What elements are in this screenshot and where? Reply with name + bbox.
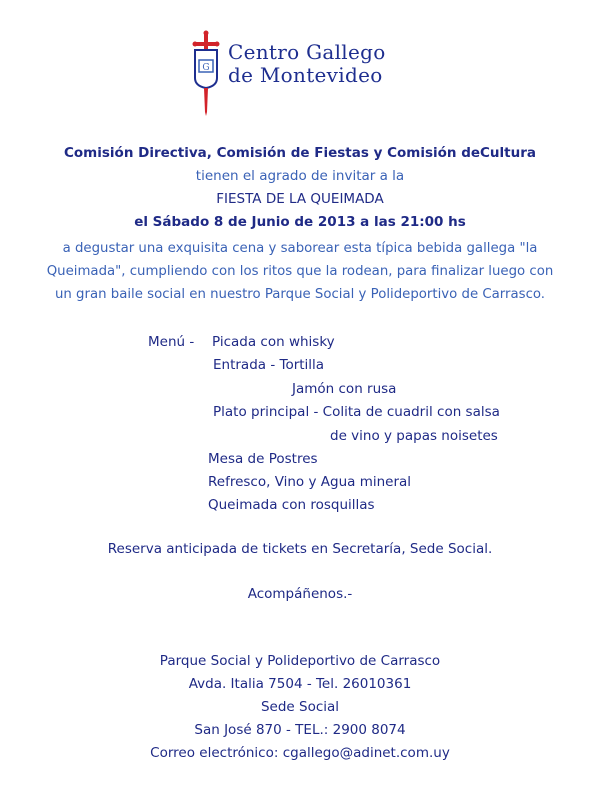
logo: [186, 30, 386, 120]
event-date: el Sábado 8 de Junio de 2013 a las 21:00 hs: [134, 214, 466, 230]
paragraph-line-2: Queimada", cumpliendo con los ritos que la rodean, para finalizar luego con: [46, 264, 554, 279]
menu-item: Refresco, Vino y Agua mineral: [208, 474, 412, 490]
footer-park-address: Avda. Italia 7504 - Tel. 26010361: [188, 676, 412, 692]
menu-item: de vino y papas noisetes: [330, 428, 498, 444]
footer-sede: Sede Social: [260, 699, 340, 715]
cross-of-santiago-shield-icon: [186, 30, 226, 120]
menu-item: Entrada - Tortilla: [213, 357, 325, 373]
menu-item: Picada con whisky: [212, 334, 335, 350]
logo-title-line1: Centro Gallego: [228, 40, 386, 64]
logo-title-line2: de Montevideo: [228, 63, 383, 87]
reservation-note: Reserva anticipada de tickets en Secretaría, Sede Social.: [107, 541, 493, 557]
menu-item: Mesa de Postres: [208, 451, 318, 467]
menu-item: Jamón con rusa: [292, 381, 397, 397]
closing-line: Acompáñenos.-: [247, 586, 353, 602]
footer-sede-address: San José 870 - TEL.: 2900 8074: [194, 722, 406, 738]
footer-email: Correo electrónico: cgallego@adinet.com.uy: [150, 745, 450, 761]
menu-item: Plato principal - Colita de cuadril con salsa: [213, 404, 500, 420]
invite-line: tienen el agrado de invitar a la: [195, 168, 405, 184]
event-title: FIESTA DE LA QUEIMADA: [216, 191, 384, 207]
committees-heading: Comisión Directiva, Comisión de Fiestas y Comisión deCultura: [64, 145, 536, 161]
paragraph-line-3: un gran baile social en nuestro Parque Social y Polideportivo de Carrasco.: [54, 287, 546, 302]
paragraph-line-1: a degustar una exquisita cena y saborear esta típica bebida gallega "la: [62, 241, 538, 256]
invitation-paragraph: [40, 237, 560, 306]
footer-park: Parque Social y Polideportivo de Carrasco: [159, 653, 441, 669]
menu-label: Menú -: [148, 334, 195, 350]
menu-item: Queimada con rosquillas: [208, 497, 375, 513]
svg-text:G: G: [202, 63, 210, 73]
